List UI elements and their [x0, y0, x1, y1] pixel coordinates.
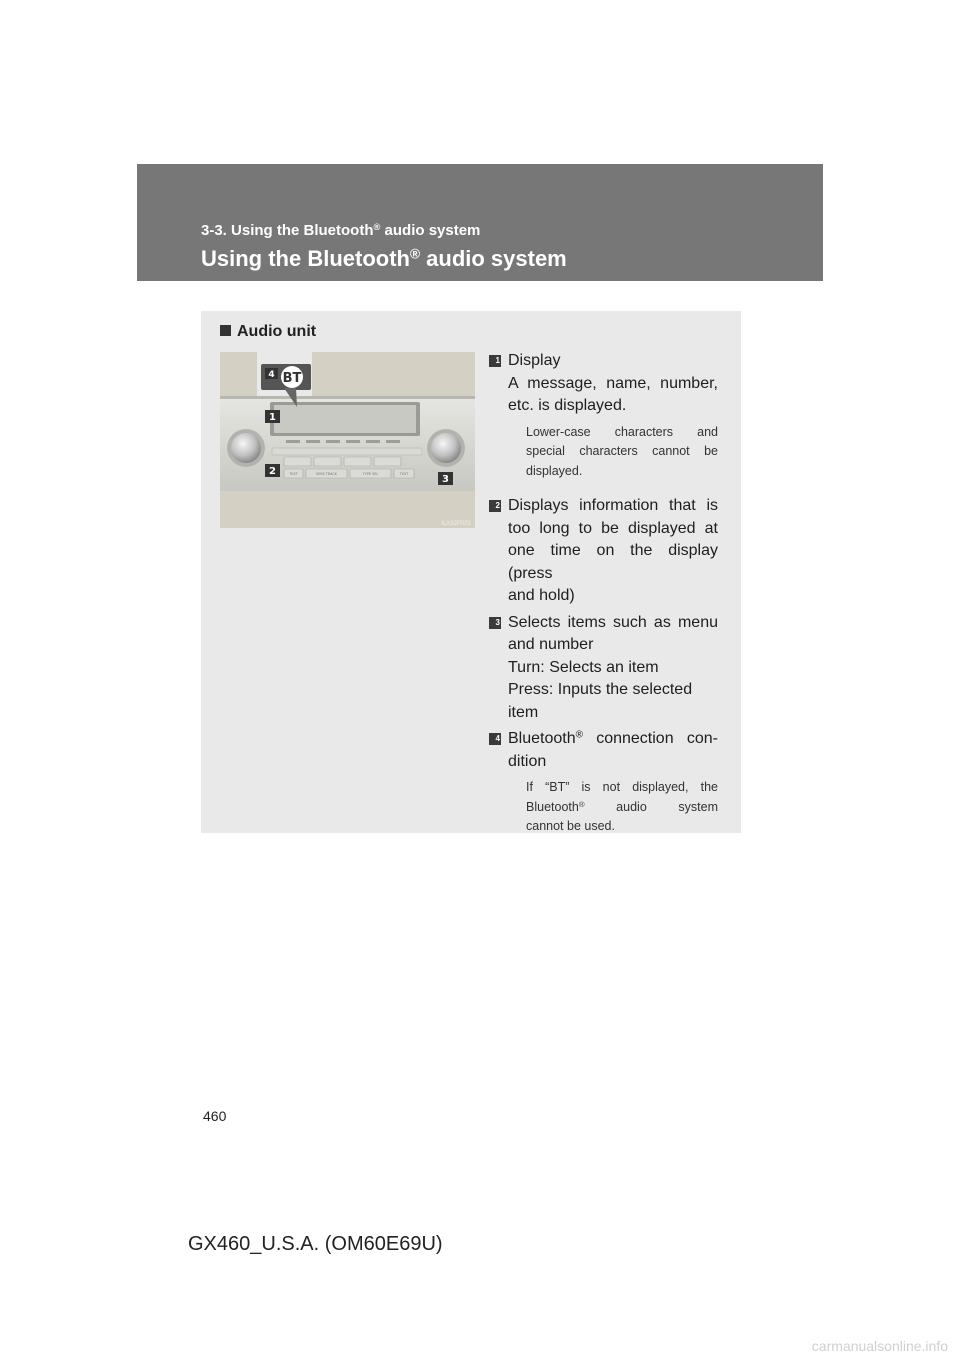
number-marker-icon: 4	[489, 733, 501, 745]
item-note: Lower-case characters and special characters cannot be displayed.	[526, 424, 718, 478]
audio-unit-figure	[220, 352, 475, 528]
square-bullet-icon	[220, 325, 231, 336]
section-label: 3-3. Using the Bluetooth® audio system	[201, 221, 481, 239]
list-item: 2 Displays information that is too long to be displayed at one time on the display (press and hold)	[489, 495, 718, 608]
left-knob-icon	[231, 433, 261, 463]
footer-code: GX460_U.S.A. (OM60E69U)	[188, 1233, 443, 1255]
item-note: If “BT” is not displayed, the Bluetooth® audio system cannot be used.	[526, 780, 718, 833]
text-button-label-right: TEXT	[399, 472, 409, 477]
number-marker-icon: 2	[489, 500, 501, 512]
number-marker-icon: 1	[489, 355, 501, 367]
figure-code: ILX32P001	[441, 521, 471, 527]
callout-descriptions	[489, 350, 718, 837]
callout-2: 2	[269, 466, 276, 477]
audio-unit-illustration	[220, 352, 475, 528]
seek-track-button-label: SEEK TRACK	[316, 472, 337, 477]
text-button-label: TEXT	[289, 472, 298, 477]
callout-1: 1	[269, 412, 276, 423]
list-item: 3 Selects items such as menu and number Turn: Selects an item Press: Inputs the selected item	[489, 612, 718, 725]
page-number: 460	[203, 1108, 227, 1124]
watermark: carmanualsonline.info	[811, 1338, 948, 1354]
subheading: Audio unit	[220, 323, 316, 341]
callout-3: 3	[442, 474, 449, 485]
right-knob-icon	[431, 433, 461, 463]
bt-label: BT	[282, 371, 302, 386]
page-title: Using the Bluetooth® audio system	[201, 246, 567, 271]
callout-4: 4	[268, 370, 275, 380]
list-item: 4 Bluetooth® connection con- dition If “BT” is not displayed, the Bluetooth® audio system cannot be used.	[489, 728, 718, 837]
list-item: 1 Display A message, name, number, etc. is displayed. Lower-case characters and special characters cannot be displayed.	[489, 350, 718, 481]
number-marker-icon: 3	[489, 617, 501, 629]
type-sel-button-label: TYPE SEL	[362, 472, 379, 477]
